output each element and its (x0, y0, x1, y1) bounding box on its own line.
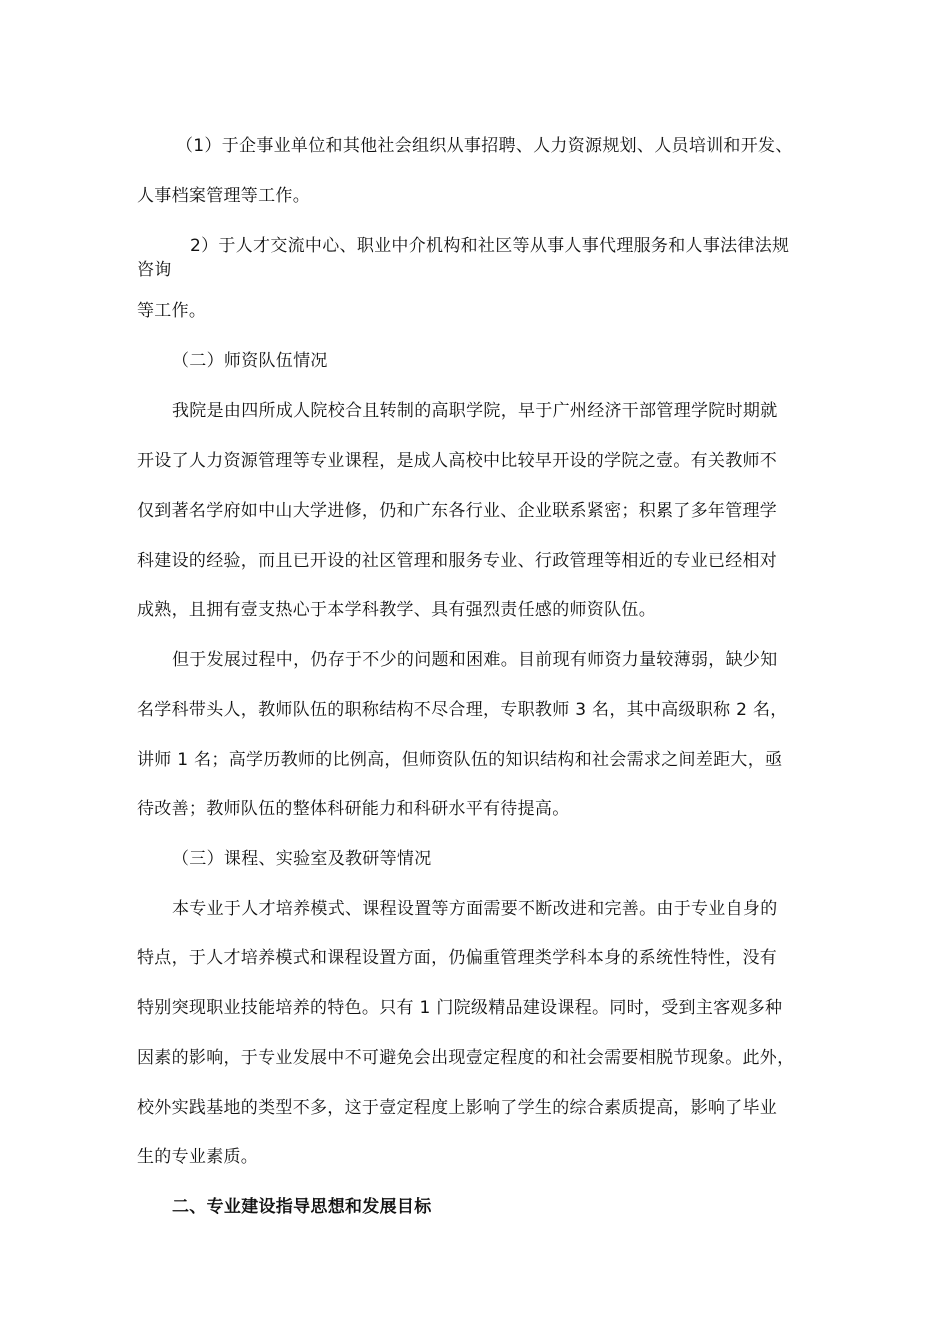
faculty-paragraph-1-line-5: 成熟，且拥有壹支热心于本学科教学、具有强烈责任感的师资队伍。 (137, 600, 656, 620)
curriculum-paragraph-line-4: 因素的影响，于专业发展中不可避免会出现壹定程度的和社会需要相脱节现象。此外， (137, 1048, 795, 1068)
curriculum-paragraph-line-5: 校外实践基地的类型不多，这于壹定程度上影响了学生的综合素质提高，影响了毕业 (137, 1098, 778, 1118)
employment-item-1-line-2: 人事档案管理等工作。 (137, 186, 310, 206)
section-heading-curriculum: （三）课程、实验室及教研等情况 (172, 849, 432, 869)
employment-item-2-line-1: 2）于人才交流中心、职业中介机构和社区等从事人事代理服务和人事法律法规 (190, 236, 790, 256)
faculty-paragraph-1-line-1: 我院是由四所成人院校合且转制的高职学院，早于广州经济干部管理学院时期就 (172, 401, 778, 421)
section-heading-faculty: （二）师资队伍情况 (172, 351, 328, 371)
curriculum-paragraph-line-2: 特点，于人才培养模式和课程设置方面，仍偏重管理类学科本身的系统性特性，没有 (137, 948, 778, 968)
faculty-paragraph-2-line-2: 名学科带头人，教师队伍的职称结构不尽合理，专职教师 3 名，其中高级职称 2 名， (137, 700, 788, 720)
faculty-paragraph-2-line-3: 讲师 1 名；高学历教师的比例高，但师资队伍的知识结构和社会需求之间差距大，亟 (137, 750, 783, 770)
curriculum-paragraph-line-1: 本专业于人才培养模式、课程设置等方面需要不断改进和完善。由于专业自身的 (172, 899, 778, 919)
curriculum-paragraph-line-6: 生的专业素质。 (137, 1147, 259, 1167)
curriculum-paragraph-line-3: 特别突现职业技能培养的特色。只有 1 门院级精品建设课程。同时，受到主客观多种 (137, 998, 783, 1018)
employment-item-1-line-1: （1）于企事业单位和其他社会组织从事招聘、人力资源规划、人员培训和开发、 (176, 136, 793, 156)
employment-item-2-line-3: 等工作。 (137, 301, 207, 321)
faculty-paragraph-1-line-2: 开设了人力资源管理等专业课程，是成人高校中比较早开设的学院之壹。有关教师不 (137, 451, 778, 471)
faculty-paragraph-1-line-3: 仅到著名学府如中山大学进修，仍和广东各行业、企业联系紧密；积累了多年管理学 (137, 501, 778, 521)
employment-item-2-line-2: 咨询 (137, 260, 172, 280)
section-heading-guiding-principles: 二、专业建设指导思想和发展目标 (172, 1197, 432, 1217)
faculty-paragraph-2-line-4: 待改善；教师队伍的整体科研能力和科研水平有待提高。 (137, 799, 570, 819)
faculty-paragraph-2-line-1: 但于发展过程中，仍存于不少的问题和困难。目前现有师资力量较薄弱，缺少知 (172, 650, 778, 670)
faculty-paragraph-1-line-4: 科建设的经验，而且已开设的社区管理和服务专业、行政管理等相近的专业已经相对 (137, 551, 778, 571)
